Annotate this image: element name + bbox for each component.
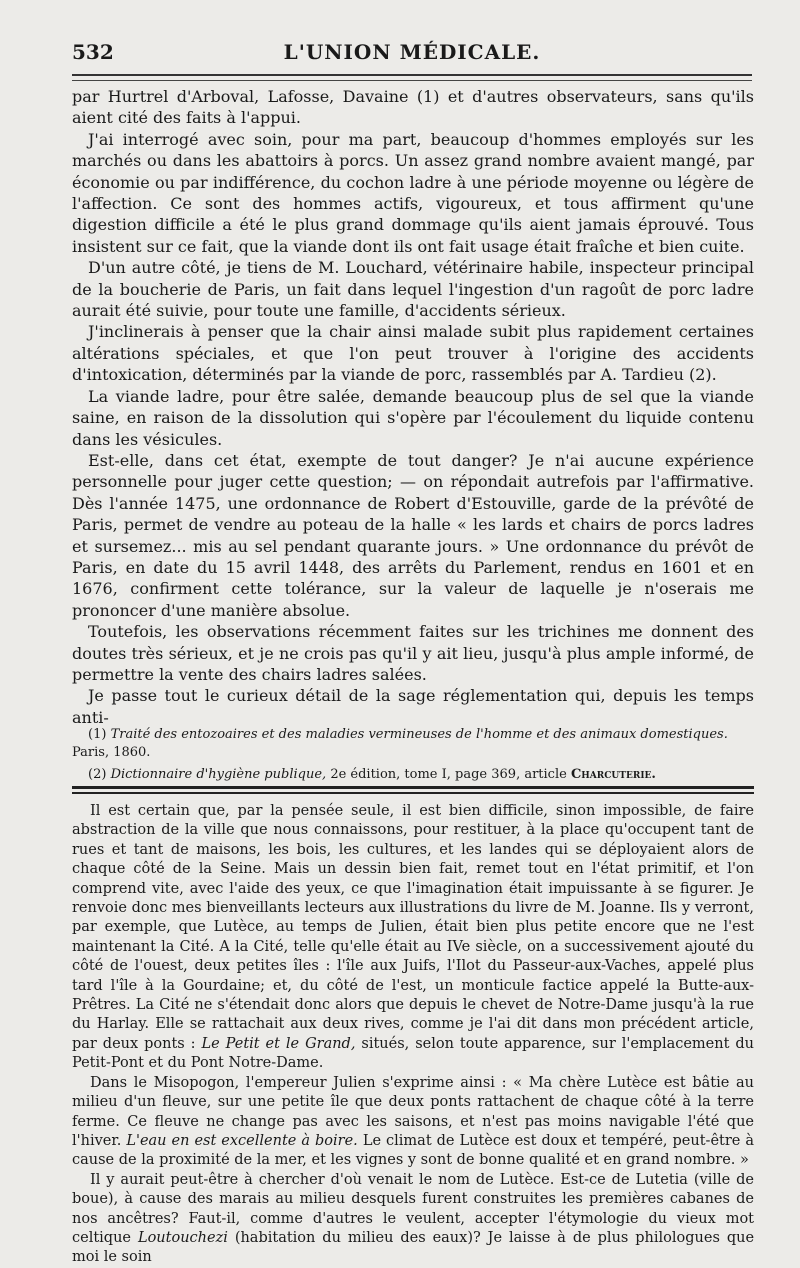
header-rule — [72, 74, 752, 76]
feuilleton-separator — [72, 786, 754, 794]
footnote-text: 2e édition, tome I, page 369, article — [330, 767, 567, 782]
article-body — [72, 86, 754, 728]
feuilleton-text: Dans le Misopogon, l'empereur Julien s'exprime ainsi : « Ma chère Lutèce est bâtie au milieu d'un fleuve, sur une petite île que deux ponts rattachent de chaque côté à la terre ferme. Ce fleuve ne change pas avec les saisons, et n'est pas moins navigable l'été que l'hiver. — [72, 1074, 754, 1149]
footnote-2 — [72, 766, 754, 784]
page-number: 532 — [72, 40, 114, 64]
article-paragraph: Je passe tout le curieux détail de la sage réglementation qui, depuis les temps anti- — [72, 686, 754, 727]
footnote-title: Traité des entozoaires et des maladies vermineuses de l'homme et des animaux domestiques. — [110, 727, 728, 742]
feuilleton-body — [72, 802, 754, 1268]
header-rule-thin — [72, 80, 752, 81]
feuilleton-italic: Loutouchezi — [137, 1229, 228, 1246]
article-paragraph: Toutefois, les observations récemment faites sur les trichines me donnent des doutes très sérieux, et je ne crois pas qu'il y ait lieu, jusqu'à plus ample informé, de permettre la vente des chairs ladres salées. — [72, 622, 754, 684]
footnote-number: (1) — [88, 727, 107, 742]
article-paragraph: par Hurtrel d'Arboval, Lafosse, Davaine (1) et d'autres observateurs, sans qu'ils aient cité des faits à l'appui. — [72, 87, 754, 128]
footnote-article-name: Charcuterie. — [570, 767, 656, 782]
article-paragraph: J'ai interrogé avec soin, pour ma part, beaucoup d'hommes employés sur les marchés ou dans les abattoirs à porcs. Un assez grand nombre avaient mangé, par économie ou par indifférence, du cochon ladre à une période moyenne ou légère de l'affection. Ce sont des hommes actifs, vigoureux, et tous affirment qu'une digestion difficile a été le plus grand dommage qu'ils aient jamais éprouvé. Tous insistent sur ce fait, que la viande dont ils ont fait usage était fraîche et bien cuite. — [72, 129, 754, 256]
footnote-text: Paris, 1860. — [72, 745, 151, 760]
article-paragraph: La viande ladre, pour être salée, demande beaucoup plus de sel que la viande saine, en raison de la dissolution qui s'opère par l'écoulement du liquide contenu dans les vésicules. — [72, 386, 754, 449]
article-paragraph: J'inclinerais à penser que la chair ainsi malade subit plus rapidement certaines altérations spéciales, et que l'on peut trouver à l'origine des accidents d'intoxication, déterminés par la viande de porc, rassemblés par A. Tardieu (2). — [72, 322, 754, 385]
footnote-number: (2) — [88, 767, 107, 782]
footnotes — [72, 726, 754, 788]
feuilleton-paragraph — [72, 1074, 754, 1171]
feuilleton-italic: Le Petit et le Grand, — [201, 1035, 356, 1052]
feuilleton-text: (habitation du milieu des eaux)? Je laisse à de plus philologues que moi le soin — [72, 1229, 755, 1266]
journal-title: L'UNION MÉDICALE. — [283, 40, 541, 64]
feuilleton-paragraph — [72, 1171, 754, 1268]
feuilleton-text: Il y aurait peut-être à chercher d'où venait le nom de Lutèce. Est-ce de Lutetia (ville de boue), à cause des marais au milieu desquels furent construites les premières cabanes de nos ancêtres? Faut-il, comme d'autres le veulent, accepter l'étymologie du vieux mot celtique — [72, 1171, 754, 1246]
feuilleton-text: Le climat de Lutèce est doux et tempéré, peut-être à cause de la proximité de la mer, et les vignes y sont de bonne qualité et en grand nombre. » — [72, 1132, 755, 1169]
feuilleton-text: Il est certain que, par la pensée seule, il est bien difficile, sinon impossible, de faire abstraction de la ville que nous connaissons, pour restituer, à la place qu'occupent tant de rues et tant de maisons, les bois, les cultures, et les landes qui se déployaient alors de chaque côté de la Seine. Mais un dessin bien fait, remet tout en l'état primitif, et l'on comprend vite, avec l'aide des yeux, ce que l'imagination était impuissante à se figurer. Je renvoie donc mes bienveillants lecteurs aux illustrations du livre de M. Joanne. Ils y verront, par exemple, que Lutèce, au temps de Julien, était bien plus petite encore que ne l'est maintenant la Cité. A la Cité, telle qu'elle était au IVe siècle, on a successivement ajouté du côté de l'ouest, deux petites îles : l'île aux Juifs, l'Ilot du Passeur-aux-Vaches, appelé plus tard l'île à la Gourdaine; et, du côté de l'est, un monticule factice appelé la Butte-aux-Prêtres. La Cité ne s'étendait donc alors que depuis le chevet de Notre-Dame jusqu'à la rue du Harlay. Elle se rattachait aux deux rives, comme je l'ai dit dans mon précédent article, par deux ponts : — [72, 803, 754, 1052]
footnote-title: Dictionnaire d'hygiène publique, — [110, 767, 327, 782]
page-header — [72, 36, 752, 70]
footnote-1 — [72, 726, 754, 762]
article-paragraph: D'un autre côté, je tiens de M. Louchard, vétérinaire habile, inspecteur principal de la boucherie de Paris, un fait dans lequel l'ingestion d'un ragoût de porc ladre aurait été suivie, pour toute une famille, d'accidents sérieux. — [72, 258, 754, 321]
feuilleton-text: situés, selon toute apparence, sur l'emplacement du Petit-Pont et du Pont Notre-Dame. — [72, 1035, 754, 1072]
feuilleton-paragraph — [72, 802, 754, 1074]
article-paragraph: Est-elle, dans cet état, exempte de tout danger? Je n'ai aucune expérience personnelle pour juger cette question; — on répondait autrefois par l'affirmative. Dès l'année 1475, une ordonnance de Robert d'Estouville, garde de la prévôté de Paris, permet de vendre au poteau de la halle « les lards et chairs de porcs ladres et sursemez... mis au sel pendant quarante jours. » Une ordonnance du prévôt de Paris, en date du 15 avril 1448, des arrêts du Parlement, rendus en 1601 et en 1676, confirment cette tolérance, sur la valeur de laquelle je n'oserais me prononcer d'une manière absolue. — [72, 450, 754, 620]
feuilleton-italic: L'eau en est excellente à boire. — [126, 1132, 358, 1149]
